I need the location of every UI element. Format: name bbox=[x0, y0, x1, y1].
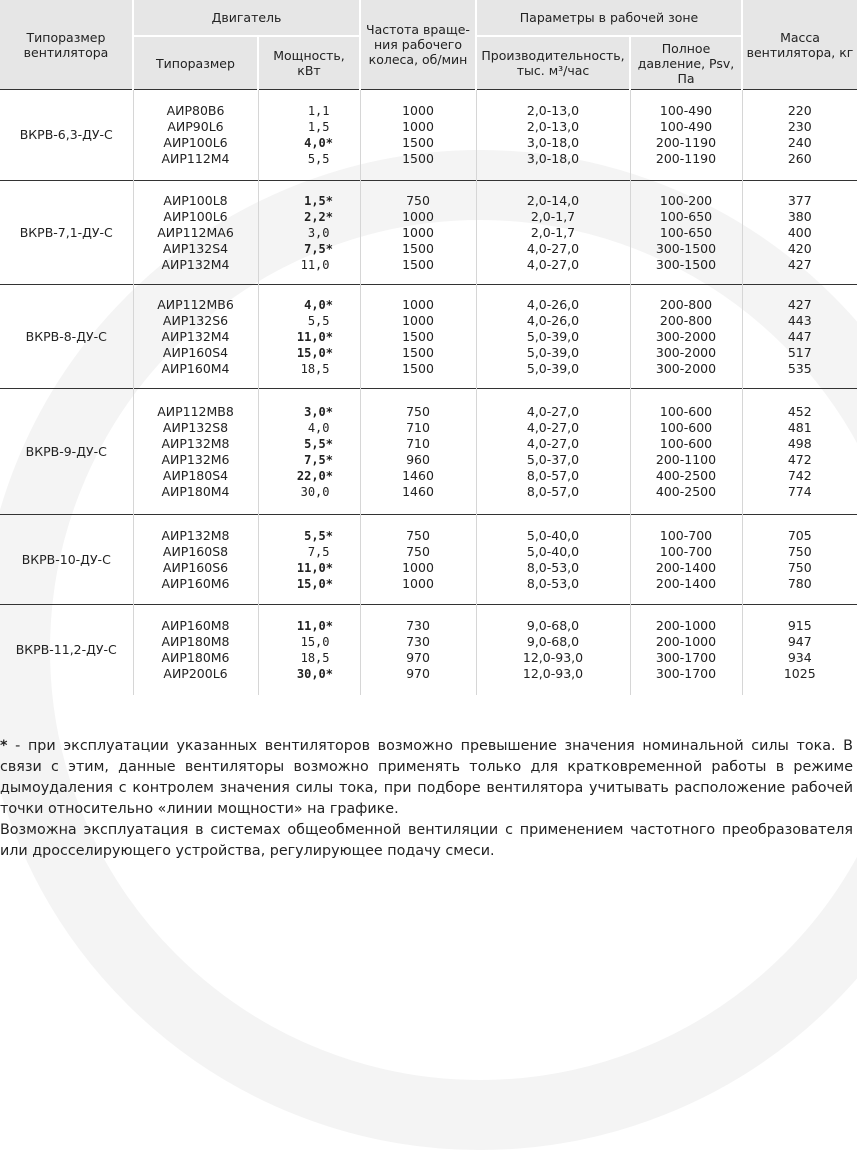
mass-value: 240 bbox=[787, 135, 812, 150]
header-params: Параметры в рабочей зоне bbox=[476, 0, 742, 36]
motor-type-value: АИР180М4 bbox=[161, 483, 230, 499]
capacity-value: 4,0-27,0 bbox=[526, 435, 580, 451]
power-value: 4,0* bbox=[304, 136, 333, 150]
capacity-value: 5,0-39,0 bbox=[526, 360, 580, 376]
fan-size-cell: ВКРВ-11,2-ДУ-С bbox=[0, 605, 133, 695]
pressure-value: 100-490 bbox=[659, 103, 713, 118]
power-value: 1,5 bbox=[307, 120, 330, 134]
motor-type-value: АИР100L6 bbox=[163, 135, 228, 150]
power-line bbox=[261, 560, 358, 576]
capacity-value: 3,0-18,0 bbox=[526, 135, 580, 150]
power-value: 4,0 bbox=[307, 420, 330, 435]
pressure-value: 400-2500 bbox=[655, 467, 717, 483]
power-line bbox=[261, 528, 358, 544]
capacity-value: 4,0-27,0 bbox=[526, 240, 580, 256]
motor-type-value: АИР112МВ6 bbox=[157, 296, 234, 312]
motor-type-value: АИР132S6 bbox=[162, 312, 229, 328]
mass-value: 934 bbox=[787, 649, 812, 665]
mass-value: 472 bbox=[787, 451, 812, 467]
power-value: 5,5 bbox=[307, 152, 330, 166]
pressure-value: 400-2500 bbox=[655, 483, 717, 499]
power-value: 5,5 bbox=[307, 313, 330, 328]
motor-type-value: АИР80В6 bbox=[166, 103, 225, 118]
power-value: 15,0* bbox=[296, 345, 333, 360]
capacity-value: 9,0-68,0 bbox=[526, 617, 580, 633]
motor-type-value: АИР90L6 bbox=[167, 119, 224, 134]
capacity-value: 4,0-26,0 bbox=[526, 296, 580, 312]
footnote-text: - при эксплуатации указанных вентиляторов возможно превышение значения номинальной силы тока. В связи с этим, данные вентиляторы возможно применять только для кратковременной работы в режиме дымоудаления с контролем значения силы тока, при подборе вентилятора учитывать расположение рабочей точки относительно «линии мощности» на графике. bbox=[0, 738, 853, 817]
capacity-value: 12,0-93,0 bbox=[522, 649, 584, 665]
pressure-value: 100-200 bbox=[659, 192, 713, 208]
power-line bbox=[261, 209, 358, 225]
pressure-value: 100-600 bbox=[659, 403, 713, 419]
speed-value: 1500 bbox=[402, 344, 434, 360]
capacity-value: 8,0-57,0 bbox=[526, 467, 580, 483]
pressure-value: 200-1100 bbox=[655, 451, 717, 467]
capacity-value: 2,0-1,7 bbox=[530, 224, 576, 240]
capacity-value: 4,0-27,0 bbox=[526, 403, 580, 419]
mass-value: 498 bbox=[787, 435, 812, 451]
header-motor-type: Типоразмер bbox=[133, 36, 258, 89]
power-value: 5,5* bbox=[304, 436, 333, 451]
motor-type-value: АИР112МА6 bbox=[157, 224, 234, 240]
capacity-cell bbox=[476, 285, 630, 389]
mass-value: 742 bbox=[787, 467, 812, 483]
speed-cell bbox=[360, 515, 476, 605]
motor-type-value: АИР132М4 bbox=[161, 328, 230, 344]
capacity-cell bbox=[476, 90, 630, 181]
power-value: 1,5* bbox=[304, 193, 333, 208]
speed-value: 1000 bbox=[402, 575, 434, 591]
speed-value: 730 bbox=[406, 617, 430, 633]
power-value: 7,5 bbox=[307, 544, 330, 559]
motor-cell bbox=[133, 515, 258, 605]
table-row bbox=[0, 181, 857, 285]
motor-type-value: АИР180М8 bbox=[161, 633, 230, 649]
mass-value: 1025 bbox=[783, 665, 816, 681]
capacity-cell bbox=[476, 605, 630, 695]
power-line bbox=[261, 484, 358, 500]
header-mass: Масса вентилятора, кг bbox=[742, 0, 857, 90]
capacity-value: 4,0-27,0 bbox=[526, 256, 580, 272]
motor-cell bbox=[133, 181, 258, 285]
power-value: 1,1 bbox=[307, 104, 330, 118]
pressure-value: 100-600 bbox=[659, 435, 713, 451]
mass-cell bbox=[742, 181, 857, 285]
capacity-value: 12,0-93,0 bbox=[522, 665, 584, 681]
pressure-value: 300-1700 bbox=[655, 665, 717, 681]
motor-cell bbox=[133, 605, 258, 695]
mass-value: 447 bbox=[787, 328, 812, 344]
motor-type-value: АИР180М6 bbox=[161, 649, 230, 665]
mass-value: 377 bbox=[787, 192, 812, 208]
capacity-value: 5,0-37,0 bbox=[526, 451, 580, 467]
mass-value: 230 bbox=[787, 119, 812, 134]
power-value: 3,0 bbox=[307, 225, 330, 240]
power-line bbox=[261, 103, 358, 119]
speed-value: 1500 bbox=[402, 240, 434, 256]
mass-cell bbox=[742, 605, 857, 695]
pressure-value: 300-1500 bbox=[655, 256, 717, 272]
speed-value: 1000 bbox=[402, 119, 434, 134]
power-line bbox=[261, 544, 358, 560]
speed-value: 1000 bbox=[402, 208, 434, 224]
speed-value: 750 bbox=[406, 527, 430, 543]
capacity-value: 2,0-13,0 bbox=[526, 119, 580, 134]
motor-cell bbox=[133, 389, 258, 515]
pressure-cell bbox=[630, 90, 742, 181]
power-line bbox=[261, 225, 358, 241]
capacity-value: 4,0-27,0 bbox=[526, 419, 580, 435]
speed-value: 1500 bbox=[402, 360, 434, 376]
pressure-value: 100-650 bbox=[659, 224, 713, 240]
power-line bbox=[261, 404, 358, 420]
power-line bbox=[261, 468, 358, 484]
footnote-paragraph bbox=[0, 736, 853, 820]
mass-value: 750 bbox=[787, 559, 812, 575]
power-value: 11,0 bbox=[300, 257, 330, 272]
speed-value: 750 bbox=[406, 403, 430, 419]
power-value: 11,0* bbox=[296, 618, 333, 633]
speed-value: 1500 bbox=[402, 256, 434, 272]
mass-cell bbox=[742, 285, 857, 389]
power-line bbox=[261, 241, 358, 257]
speed-value: 710 bbox=[406, 435, 430, 451]
pressure-value: 200-1400 bbox=[655, 559, 717, 575]
mass-value: 380 bbox=[787, 208, 812, 224]
mass-value: 452 bbox=[787, 403, 812, 419]
power-cell bbox=[258, 515, 360, 605]
power-line bbox=[261, 297, 358, 313]
mass-value: 774 bbox=[787, 483, 812, 499]
speed-value: 1500 bbox=[402, 151, 434, 166]
speed-value: 1500 bbox=[402, 328, 434, 344]
table-row bbox=[0, 90, 857, 181]
power-line bbox=[261, 420, 358, 436]
header-fan-size: Типоразмер вентилятора bbox=[0, 0, 133, 90]
power-line bbox=[261, 361, 358, 377]
mass-value: 947 bbox=[787, 633, 812, 649]
power-line bbox=[261, 436, 358, 452]
speed-cell bbox=[360, 389, 476, 515]
power-value: 11,0* bbox=[296, 560, 333, 575]
pressure-value: 200-1190 bbox=[655, 151, 717, 166]
motor-type-value: АИР200L6 bbox=[163, 665, 228, 681]
pressure-value: 100-700 bbox=[659, 543, 713, 559]
capacity-value: 2,0-13,0 bbox=[526, 103, 580, 118]
power-value: 5,5* bbox=[304, 528, 333, 543]
power-line bbox=[261, 135, 358, 151]
table-row bbox=[0, 389, 857, 515]
pressure-value: 200-1400 bbox=[655, 575, 717, 591]
pressure-value: 300-1500 bbox=[655, 240, 717, 256]
power-value: 11,0* bbox=[296, 329, 333, 344]
pressure-value: 200-800 bbox=[659, 312, 713, 328]
power-line bbox=[261, 345, 358, 361]
power-line bbox=[261, 666, 358, 682]
power-value: 2,2* bbox=[304, 209, 333, 224]
table-row bbox=[0, 515, 857, 605]
header-engine: Двигатель bbox=[133, 0, 360, 36]
power-value: 15,0 bbox=[300, 634, 330, 649]
motor-type-value: АИР160М6 bbox=[161, 575, 230, 591]
motor-type-value: АИР160S6 bbox=[162, 559, 229, 575]
speed-value: 970 bbox=[406, 665, 430, 681]
power-line bbox=[261, 313, 358, 329]
motor-type-value: АИР160S4 bbox=[162, 344, 229, 360]
speed-value: 1460 bbox=[402, 483, 434, 499]
pressure-value: 100-600 bbox=[659, 419, 713, 435]
mass-cell bbox=[742, 90, 857, 181]
pressure-value: 300-2000 bbox=[655, 360, 717, 376]
fan-size-cell: ВКРВ-6,3-ДУ-С bbox=[0, 90, 133, 181]
motor-type-value: АИР160М8 bbox=[161, 617, 230, 633]
motor-cell bbox=[133, 285, 258, 389]
motor-type-value: АИР160S8 bbox=[162, 543, 229, 559]
capacity-value: 4,0-26,0 bbox=[526, 312, 580, 328]
power-cell bbox=[258, 605, 360, 695]
power-value: 18,5 bbox=[300, 650, 330, 665]
speed-value: 1460 bbox=[402, 467, 434, 483]
capacity-value: 3,0-18,0 bbox=[526, 151, 580, 166]
motor-type-value: АИР132М4 bbox=[161, 256, 230, 272]
capacity-value: 5,0-40,0 bbox=[526, 543, 580, 559]
table-row bbox=[0, 605, 857, 695]
pressure-value: 200-1000 bbox=[655, 633, 717, 649]
mass-value: 517 bbox=[787, 344, 812, 360]
speed-value: 710 bbox=[406, 419, 430, 435]
power-cell bbox=[258, 181, 360, 285]
fan-size-cell: ВКРВ-9-ДУ-С bbox=[0, 389, 133, 515]
pressure-value: 200-1190 bbox=[655, 135, 717, 150]
mass-value: 481 bbox=[787, 419, 812, 435]
mass-value: 780 bbox=[787, 575, 812, 591]
pressure-value: 100-490 bbox=[659, 119, 713, 134]
motor-type-value: АИР132S8 bbox=[162, 419, 229, 435]
power-value: 18,5 bbox=[300, 361, 330, 376]
capacity-value: 5,0-39,0 bbox=[526, 344, 580, 360]
speed-cell bbox=[360, 181, 476, 285]
fan-size-cell: ВКРВ-8-ДУ-С bbox=[0, 285, 133, 389]
fan-size-cell: ВКРВ-7,1-ДУ-С bbox=[0, 181, 133, 285]
motor-type-value: АИР180S4 bbox=[162, 467, 229, 483]
speed-value: 1000 bbox=[402, 224, 434, 240]
mass-cell bbox=[742, 389, 857, 515]
motor-type-value: АИР132S4 bbox=[162, 240, 229, 256]
pressure-value: 200-800 bbox=[659, 296, 713, 312]
capacity-value: 8,0-53,0 bbox=[526, 559, 580, 575]
footnote-extra: Возможна эксплуатация в системах общеобменной вентиляции с применением частотного преобразователя или дросселирующего устройства, регулирующее подачу смеси. bbox=[0, 822, 853, 859]
speed-value: 970 bbox=[406, 649, 430, 665]
capacity-cell bbox=[476, 181, 630, 285]
pressure-value: 200-1000 bbox=[655, 617, 717, 633]
capacity-value: 5,0-40,0 bbox=[526, 527, 580, 543]
power-line bbox=[261, 151, 358, 167]
capacity-cell bbox=[476, 389, 630, 515]
capacity-value: 2,0-14,0 bbox=[526, 192, 580, 208]
motor-cell bbox=[133, 90, 258, 181]
power-value: 30,0* bbox=[296, 666, 333, 681]
mass-value: 443 bbox=[787, 312, 812, 328]
capacity-cell bbox=[476, 515, 630, 605]
motor-type-value: АИР132М8 bbox=[161, 435, 230, 451]
table-body bbox=[0, 90, 857, 695]
speed-value: 1500 bbox=[402, 135, 434, 150]
pressure-cell bbox=[630, 389, 742, 515]
power-line bbox=[261, 257, 358, 273]
mass-value: 220 bbox=[787, 103, 812, 118]
speed-value: 730 bbox=[406, 633, 430, 649]
mass-value: 427 bbox=[787, 296, 812, 312]
power-value: 15,0* bbox=[296, 576, 333, 591]
speed-value: 1000 bbox=[402, 312, 434, 328]
footnote-block bbox=[0, 736, 853, 862]
power-value: 7,5* bbox=[304, 452, 333, 467]
power-value: 4,0* bbox=[304, 297, 333, 312]
speed-cell bbox=[360, 285, 476, 389]
mass-value: 535 bbox=[787, 360, 812, 376]
capacity-value: 8,0-57,0 bbox=[526, 483, 580, 499]
speed-value: 1000 bbox=[402, 103, 434, 118]
capacity-value: 5,0-39,0 bbox=[526, 328, 580, 344]
mass-value: 260 bbox=[787, 151, 812, 166]
mass-value: 915 bbox=[787, 617, 812, 633]
speed-value: 1000 bbox=[402, 559, 434, 575]
mass-value: 750 bbox=[787, 543, 812, 559]
pressure-value: 300-2000 bbox=[655, 344, 717, 360]
power-value: 30,0 bbox=[300, 484, 330, 499]
power-cell bbox=[258, 285, 360, 389]
motor-type-value: АИР160М4 bbox=[161, 360, 230, 376]
header-power: Мощность, кВт bbox=[258, 36, 360, 89]
power-line bbox=[261, 618, 358, 634]
speed-cell bbox=[360, 605, 476, 695]
speed-value: 750 bbox=[406, 543, 430, 559]
fan-size-cell: ВКРВ-10-ДУ-С bbox=[0, 515, 133, 605]
mass-value: 427 bbox=[787, 256, 812, 272]
speed-value: 960 bbox=[406, 451, 430, 467]
pressure-value: 100-650 bbox=[659, 208, 713, 224]
header-capacity: Производительность, тыс. м³/час bbox=[476, 36, 630, 89]
capacity-value: 9,0-68,0 bbox=[526, 633, 580, 649]
power-cell bbox=[258, 90, 360, 181]
motor-type-value: АИР112М4 bbox=[161, 151, 230, 166]
motor-type-value: АИР132М6 bbox=[161, 451, 230, 467]
motor-type-value: АИР100L8 bbox=[163, 192, 228, 208]
power-line bbox=[261, 650, 358, 666]
power-line bbox=[261, 193, 358, 209]
pressure-cell bbox=[630, 181, 742, 285]
power-line bbox=[261, 329, 358, 345]
power-line bbox=[261, 119, 358, 135]
table-row bbox=[0, 285, 857, 389]
pressure-value: 300-1700 bbox=[655, 649, 717, 665]
power-line bbox=[261, 634, 358, 650]
pressure-value: 300-2000 bbox=[655, 328, 717, 344]
power-value: 7,5* bbox=[304, 241, 333, 256]
pressure-cell bbox=[630, 285, 742, 389]
footnote-star: * bbox=[0, 738, 8, 754]
mass-cell bbox=[742, 515, 857, 605]
power-line bbox=[261, 452, 358, 468]
motor-type-value: АИР132М8 bbox=[161, 527, 230, 543]
motor-type-value: АИР100L6 bbox=[163, 208, 228, 224]
mass-value: 400 bbox=[787, 224, 812, 240]
pressure-cell bbox=[630, 515, 742, 605]
pressure-value: 100-700 bbox=[659, 527, 713, 543]
mass-value: 420 bbox=[787, 240, 812, 256]
speed-cell bbox=[360, 90, 476, 181]
motor-type-value: АИР112МВ8 bbox=[157, 403, 234, 419]
power-value: 22,0* bbox=[296, 468, 333, 483]
speed-value: 1000 bbox=[402, 296, 434, 312]
pressure-cell bbox=[630, 605, 742, 695]
power-value: 3,0* bbox=[304, 404, 333, 419]
power-cell bbox=[258, 389, 360, 515]
capacity-value: 8,0-53,0 bbox=[526, 575, 580, 591]
header-speed: Частота враще-ния рабочего колеса, об/мин bbox=[360, 0, 476, 90]
power-line bbox=[261, 576, 358, 592]
speed-value: 750 bbox=[406, 192, 430, 208]
mass-value: 705 bbox=[787, 527, 812, 543]
capacity-value: 2,0-1,7 bbox=[530, 208, 576, 224]
header-pressure: Полное давление, Psv, Па bbox=[630, 36, 742, 89]
